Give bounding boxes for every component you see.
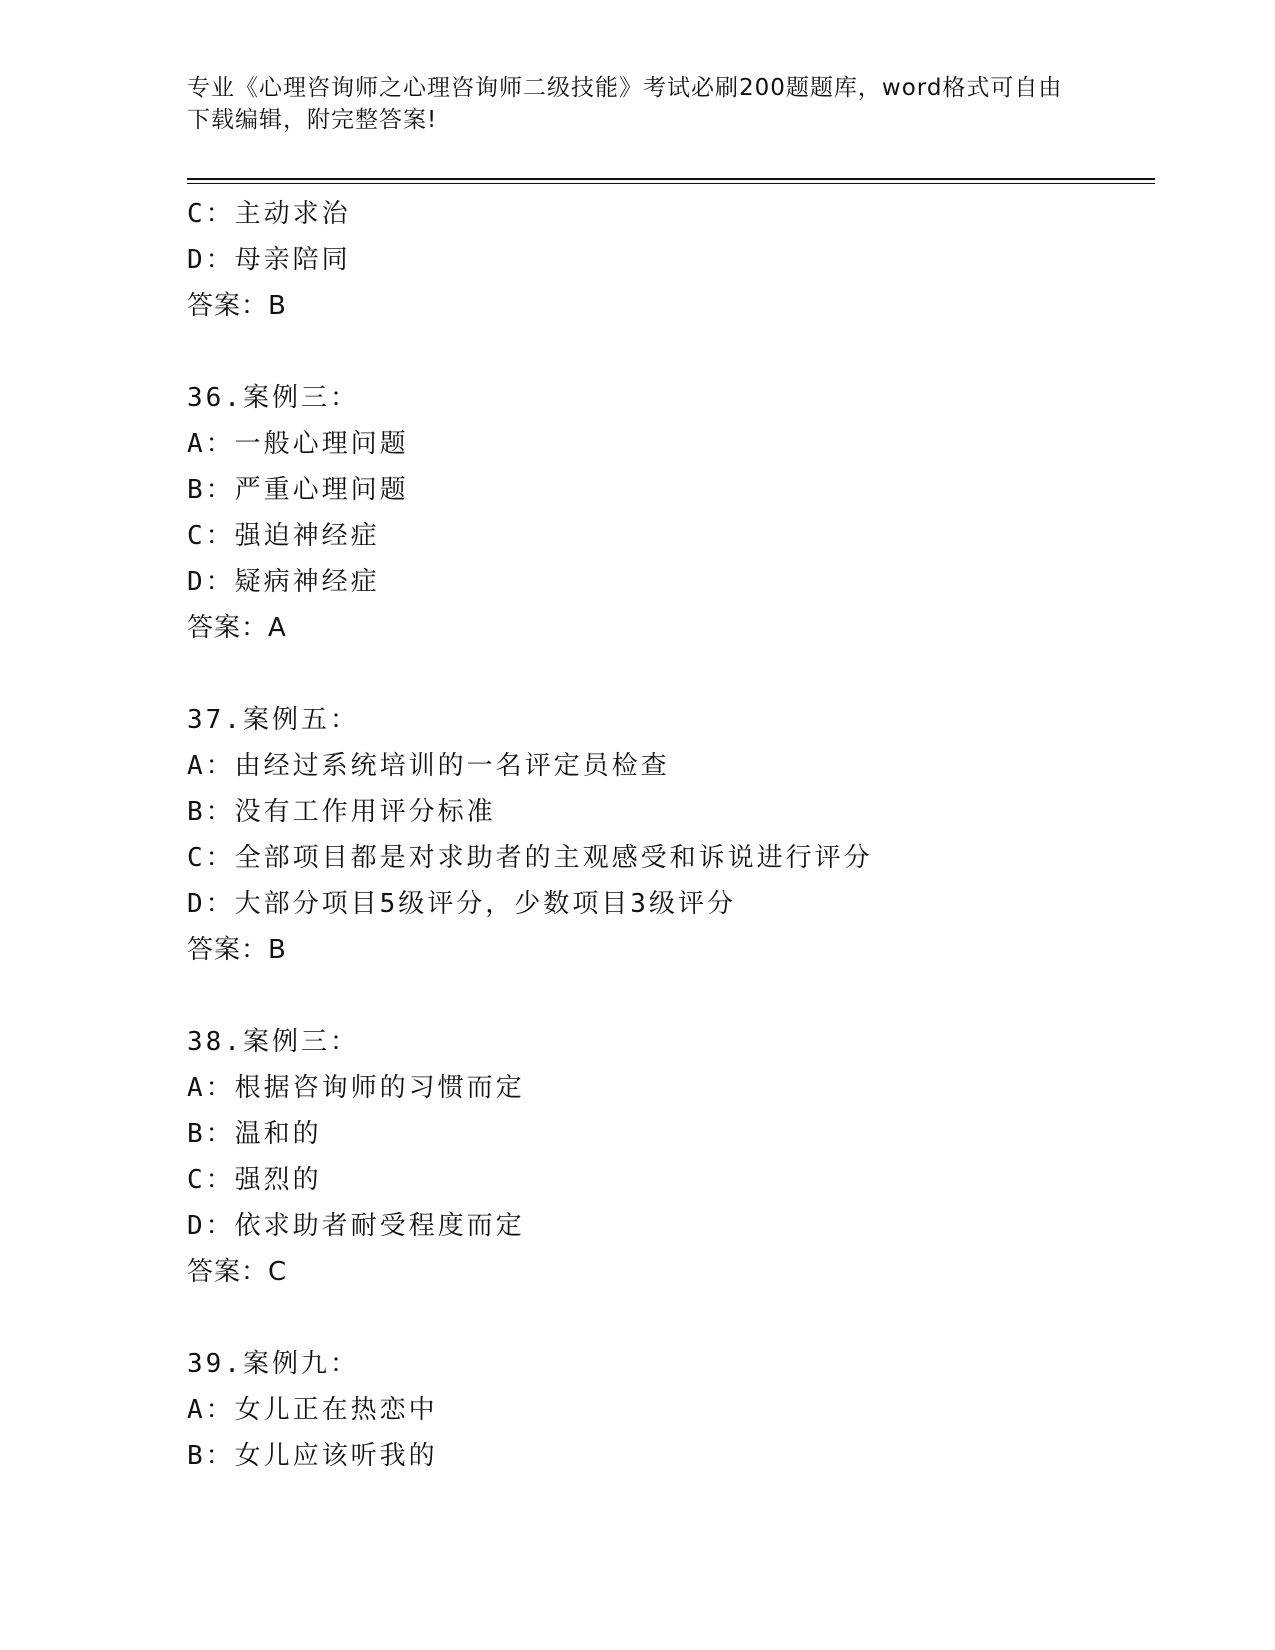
answer-line: 答案：B (187, 291, 287, 321)
option-a: A：由经过系统培训的一名评定员检查 (187, 751, 670, 781)
option-b: B：温和的 (187, 1119, 322, 1149)
question-38 (187, 1019, 1155, 1295)
option-d: D：依求助者耐受程度而定 (187, 1211, 525, 1241)
option-d: D：母亲陪同 (187, 245, 351, 275)
question-title: 38.案例三： (187, 1027, 359, 1057)
option-d: D：大部分项目5级评分，少数项目3级评分 (187, 889, 736, 919)
question-36 (187, 375, 1155, 651)
option-a: A：女儿正在热恋中 (187, 1395, 438, 1425)
answer-line: 答案：C (187, 1257, 288, 1287)
answer-line: 答案：A (187, 613, 287, 643)
header-rule-thick (187, 178, 1155, 180)
option-b: B：严重心理问题 (187, 475, 409, 505)
answer-line: 答案：B (187, 935, 287, 965)
question-title: 37.案例五： (187, 705, 359, 735)
question-39 (187, 1341, 1155, 1479)
question-list (187, 191, 1155, 1479)
document-header: 专业《心理咨询师之心理咨询师二级技能》考试必刷200题题库，word格式可自由下载编辑，附完整答案! (187, 75, 1063, 133)
question-title: 36.案例三： (187, 383, 359, 413)
option-c: C：全部项目都是对求助者的主观感受和诉说进行评分 (187, 843, 873, 873)
option-b: B：没有工作用评分标准 (187, 797, 496, 827)
option-a: A：一般心理问题 (187, 429, 409, 459)
spacer (187, 973, 1155, 1019)
question-37 (187, 697, 1155, 973)
option-c: C：强烈的 (187, 1165, 322, 1195)
header-rule-thin (187, 183, 1155, 184)
option-c: C：主动求治 (187, 199, 351, 229)
partial-question (187, 191, 1155, 329)
option-d: D：疑病神经症 (187, 567, 380, 597)
option-c: C：强迫神经症 (187, 521, 380, 551)
spacer (187, 1295, 1155, 1341)
spacer (187, 651, 1155, 697)
spacer (187, 329, 1155, 375)
option-a: A：根据咨询师的习惯而定 (187, 1073, 525, 1103)
question-title: 39.案例九： (187, 1349, 359, 1379)
option-b: B：女儿应该听我的 (187, 1441, 438, 1471)
